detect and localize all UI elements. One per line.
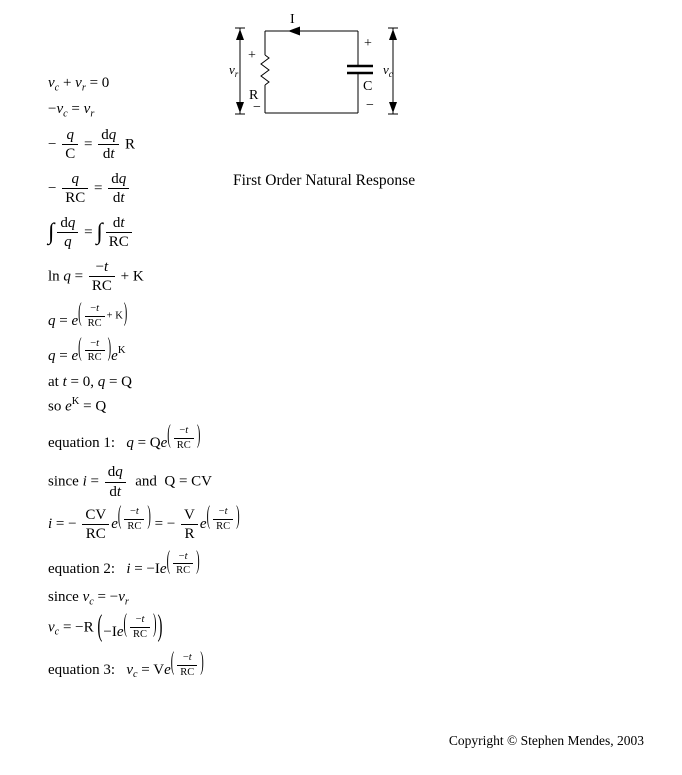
resistor-label: R: [249, 88, 259, 103]
polarity-minus-right: −: [366, 98, 374, 113]
equation-line: since $v_c = -v_r$: [48, 588, 129, 608]
copyright-note: Copyright © Stephen Mendes, 2003: [448, 733, 644, 748]
polarity-minus-left: −: [253, 100, 261, 115]
vr-label: $v_r$: [229, 62, 239, 79]
equation-line: i = − $\frac{CV}{RC}$ e ( $\frac{-t}{RC}$ ) = − $\frac{V}{R}$ e ( $\frac{-t}{RC}$ ): [48, 503, 240, 543]
equation-line: $v_c + v_r = 0$: [48, 75, 110, 94]
equation-line: q = e ( $\frac{-t}{RC}$ + K ): [48, 300, 128, 329]
polarity-plus-left: +: [248, 48, 256, 63]
current-label: I: [290, 12, 295, 27]
equation-line: $v_c = -R$ ( −Ie ( $\frac{-t}{RC}$ ) ): [48, 610, 163, 644]
polarity-plus-right: +: [364, 36, 372, 51]
equation-line: ln q = $\frac{-t}{RC}$ + K: [48, 258, 144, 295]
equation-line: equation 2: i = −Ie ( $\frac{-t}{RC}$ ): [48, 547, 200, 577]
capacitor-label: C: [363, 79, 373, 94]
equation-line: since i = $\frac{dq}{dt}$ and Q = CV: [48, 464, 213, 500]
equation-line: ∫ $\frac{dq}{q}$ = ∫ $\frac{dt}{RC}$: [48, 215, 348, 251]
equation-line: − $\frac{q}{C}$ = $\frac{dq}{dt}$ R: [48, 126, 135, 163]
equation-line: equation 1: q = Qe ( $\frac{-t}{RC}$ ): [48, 422, 201, 452]
equation-line: q = e ( $\frac{-t}{RC}$ ) eK: [48, 335, 126, 364]
figure-caption: First Order Natural Response: [233, 172, 416, 189]
vc-label: $v_c$: [383, 62, 393, 79]
equation-line: $-v_c = v_r$: [48, 101, 95, 120]
current-arrow-icon: [288, 27, 300, 36]
equation-line: − $\frac{q}{RC}$ = $\frac{dq}{dt}$: [48, 171, 348, 207]
equation-line: equation 3: $v_c = Ve$ ( $\frac{-t}{RC}$ ): [48, 649, 204, 681]
equation-line: so eK = Q: [48, 395, 107, 415]
equation-line: at t = 0, q = Q: [48, 373, 133, 390]
derivation-equations: [48, 74, 348, 687]
